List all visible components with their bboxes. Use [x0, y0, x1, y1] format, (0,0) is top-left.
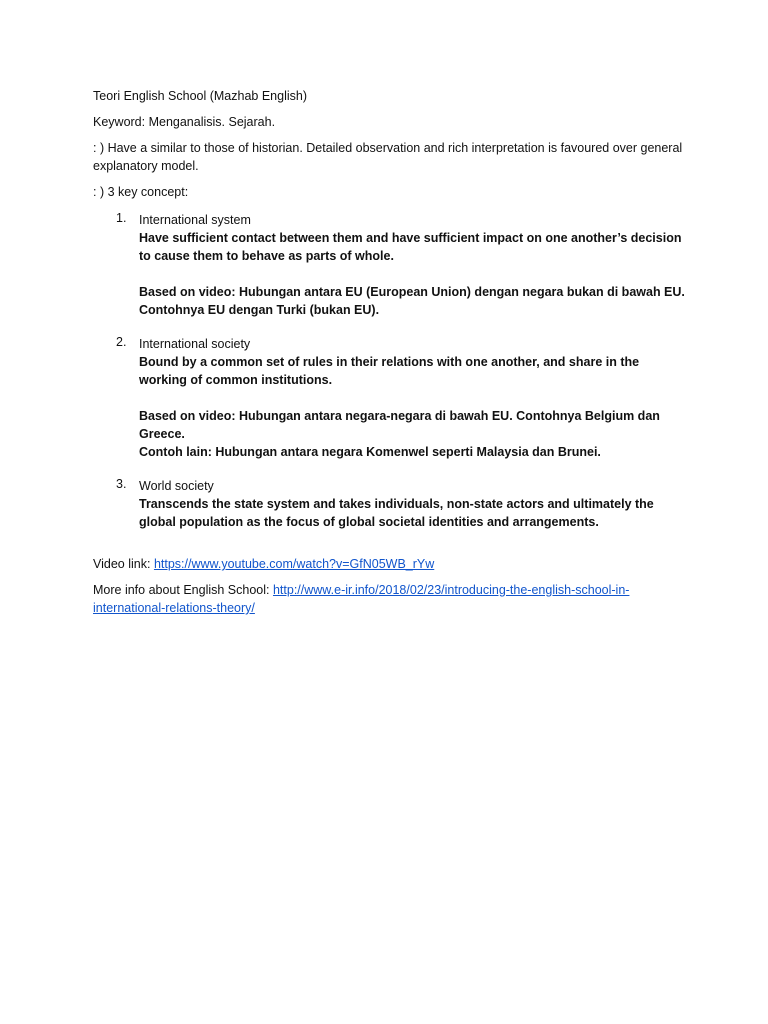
concept-title: International society: [139, 337, 251, 351]
list-item: [93, 211, 685, 319]
concept-definition: Have sufficient contact between them and have sufficient impact on one another’s decision to cause them to behave as parts of whole.: [139, 231, 682, 263]
video-link-label: Video link:: [93, 557, 151, 571]
concept-note: Based on video: Hubungan antara negara-negara di bawah EU. Contohnya Belgium dan Greece.: [139, 409, 660, 441]
concept-heading: : ) 3 key concept:: [93, 185, 189, 199]
list-number: 1.: [116, 211, 127, 225]
document-body: [93, 87, 685, 617]
video-link-line: [93, 555, 685, 573]
list-item-body: [139, 477, 685, 531]
concept-title: World society: [139, 479, 214, 493]
concept-note: Based on video: Hubungan antara EU (European Union) dengan negara bukan di bawah EU. Contohnya EU dengan Turki (bukan EU).: [139, 285, 685, 317]
more-info-line: [93, 581, 685, 617]
concept-list: [93, 211, 685, 531]
keyword-line: Keyword: Menganalisis. Sejarah.: [93, 115, 276, 129]
list-item: [93, 477, 685, 531]
more-info-link[interactable]: http://www.e-ir.info/2018/02/23/introducing-the-english-school-in-international-relations-theory/: [93, 583, 630, 615]
concept-definition: Transcends the state system and takes individuals, non-state actors and ultimately the global population as the focus of global societal identities and arrangements.: [139, 497, 654, 529]
list-item-body: [139, 335, 685, 461]
document-title: Teori English School (Mazhab English): [93, 89, 307, 103]
list-number: 2.: [116, 335, 127, 349]
concept-title: International system: [139, 213, 251, 227]
list-number: 3.: [116, 477, 127, 491]
video-link[interactable]: https://www.youtube.com/watch?v=GfN05WB_rYw: [153, 557, 435, 571]
intro-paragraph: : ) Have a similar to those of historian. Detailed observation and rich interpretation is favoured over general explanatory model.: [93, 141, 683, 173]
concept-note: Contoh lain: Hubungan antara negara Komenwel seperti Malaysia dan Brunei.: [139, 445, 601, 459]
more-info-label: More info about English School:: [93, 583, 270, 597]
concept-definition: Bound by a common set of rules in their relations with one another, and share in the working of common institutions.: [139, 355, 640, 387]
list-item-body: [139, 211, 685, 319]
list-item: [93, 335, 685, 461]
links-section: [93, 555, 685, 617]
